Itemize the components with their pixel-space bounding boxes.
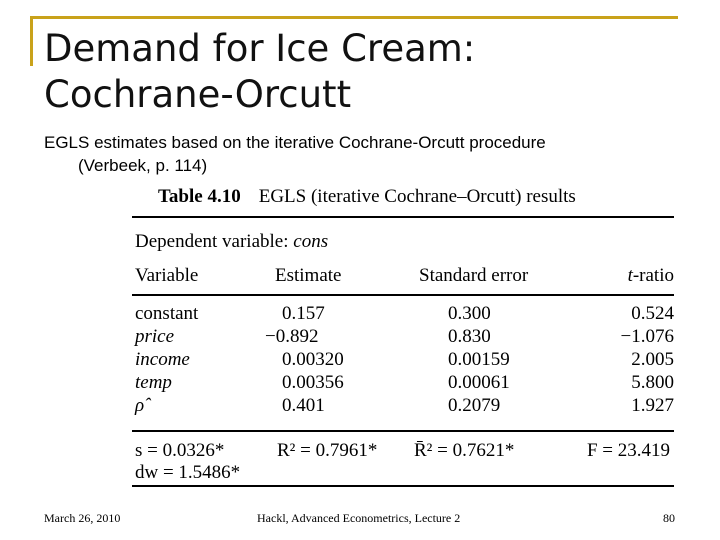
cell-estimate: 0.401 bbox=[282, 395, 325, 416]
header-estimate: Estimate bbox=[275, 265, 342, 286]
table-rule-top bbox=[132, 216, 674, 218]
cell-standard-error: 0.830 bbox=[448, 326, 491, 347]
footer-date: March 26, 2010 bbox=[44, 511, 121, 525]
footer-page-number: 80 bbox=[663, 511, 675, 525]
cell-standard-error: 0.2079 bbox=[448, 395, 501, 416]
header-t-suffix: -ratio bbox=[632, 265, 674, 286]
table-rule-body bbox=[132, 430, 674, 432]
cell-variable: temp bbox=[135, 372, 172, 393]
accent-frame-top bbox=[30, 16, 678, 19]
header-standard-error: Standard error bbox=[419, 265, 529, 286]
cell-t-ratio: −1.076 bbox=[620, 326, 674, 347]
header-t-italic: t bbox=[627, 265, 633, 286]
cell-t-ratio: 2.005 bbox=[631, 349, 674, 370]
stat-r2-adjusted: R̄² = 0.7621* bbox=[414, 440, 515, 461]
cell-estimate: 0.00320 bbox=[282, 349, 344, 370]
table-rule-bottom bbox=[132, 485, 674, 487]
cell-standard-error: 0.300 bbox=[448, 303, 491, 324]
stat-dw: dw = 1.5486* bbox=[135, 462, 241, 483]
subtitle-line-2: (Verbeek, p. 114) bbox=[78, 156, 208, 175]
dependent-variable-line bbox=[135, 230, 328, 253]
cell-variable: income bbox=[135, 349, 190, 370]
header-t-ratio bbox=[628, 264, 674, 287]
dependent-label: Dependent variable: bbox=[135, 231, 289, 252]
cell-t-ratio: 1.927 bbox=[631, 395, 674, 416]
cell-variable: price bbox=[135, 326, 175, 347]
cell-standard-error: 0.00061 bbox=[448, 372, 510, 393]
stat-r2: R² = 0.7961* bbox=[277, 440, 378, 461]
table-caption-text: EGLS (iterative Cochrane–Orcutt) results bbox=[258, 186, 576, 207]
cell-t-ratio: 5.800 bbox=[631, 372, 674, 393]
subtitle-line-1: EGLS estimates based on the iterative Cochrane-Orcutt procedure bbox=[44, 133, 546, 152]
title-line-2: Cochrane-Orcutt bbox=[44, 73, 352, 116]
stat-f: F = 23.419 bbox=[586, 440, 670, 461]
footer-course: Hackl, Advanced Econometrics, Lecture 2 bbox=[257, 511, 461, 525]
table-rule-header bbox=[132, 294, 674, 296]
accent-frame-left bbox=[30, 16, 33, 66]
slide-title bbox=[44, 26, 475, 118]
cell-estimate: −0.892 bbox=[265, 326, 319, 347]
table-number: Table 4.10 bbox=[158, 186, 241, 207]
dependent-variable: cons bbox=[293, 231, 329, 252]
cell-standard-error: 0.00159 bbox=[448, 349, 510, 370]
header-variable: Variable bbox=[135, 265, 199, 286]
title-line-1: Demand for Ice Cream: bbox=[44, 27, 476, 70]
slide-subtitle bbox=[44, 131, 684, 177]
cell-estimate: 0.00356 bbox=[282, 372, 344, 393]
cell-t-ratio: 0.524 bbox=[631, 303, 674, 324]
table-caption bbox=[158, 186, 576, 208]
stat-s: s = 0.0326* bbox=[135, 440, 225, 461]
cell-variable: ρ̂ bbox=[135, 395, 145, 416]
cell-variable: constant bbox=[135, 303, 199, 324]
cell-estimate: 0.157 bbox=[282, 303, 325, 324]
